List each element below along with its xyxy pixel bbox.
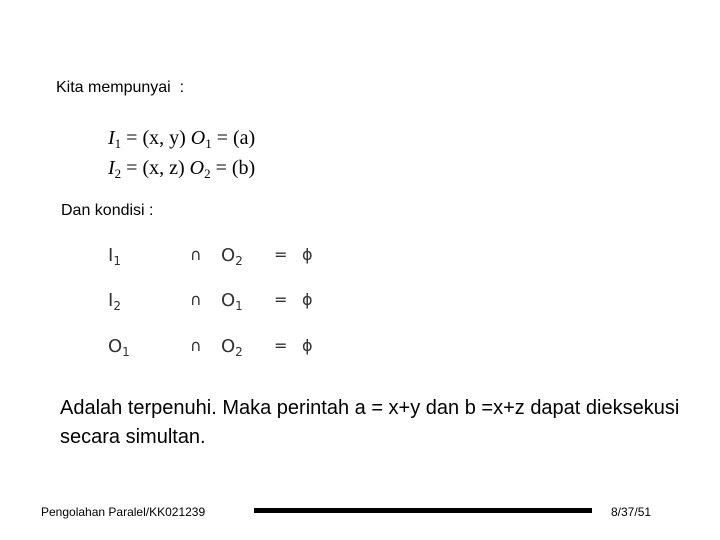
condition-row-1	[108, 245, 328, 267]
empty-set-symbol: ϕ	[302, 336, 313, 355]
equals-symbol: =	[274, 336, 288, 355]
output-var: O	[190, 127, 206, 149]
empty-set-symbol: ϕ	[302, 245, 313, 264]
intersection-symbol: ∩	[190, 336, 202, 355]
condition-left-set: $I_1$	[108, 245, 121, 268]
input-value: = (x, y)	[121, 127, 191, 149]
equation-line-1	[108, 127, 255, 150]
equals-symbol: =	[274, 290, 288, 309]
input-var: I	[108, 127, 115, 149]
output-var: O	[189, 157, 205, 179]
intersection-symbol: ∩	[190, 245, 202, 264]
empty-set-symbol: ϕ	[302, 290, 313, 309]
footer-course-label: Pengolahan Paralel/KK021239	[41, 505, 206, 519]
conditions-label: Dan kondisi :	[61, 202, 154, 219]
condition-row-3	[108, 336, 328, 358]
footer-divider-bar	[254, 508, 592, 513]
condition-right-set: $O_2$	[221, 245, 243, 268]
condition-left-set: $O_1$	[108, 336, 130, 359]
input-sub: 2	[114, 166, 122, 181]
input-var: I	[108, 157, 115, 179]
equation-line-2	[108, 157, 255, 180]
intro-text: Kita mempunyai :	[56, 79, 185, 96]
condition-left-set: $I_2$	[108, 290, 121, 313]
footer-page-number: 8/37/51	[611, 505, 652, 519]
input-sub: 1	[114, 136, 122, 151]
condition-right-set: $O_2$	[221, 336, 243, 359]
equals-symbol: =	[274, 245, 288, 264]
condition-right-set: $O_1$	[221, 290, 243, 313]
intersection-symbol: ∩	[190, 290, 202, 309]
output-value: = (a)	[211, 127, 256, 149]
output-value: = (b)	[210, 157, 256, 179]
output-sub: 2	[204, 166, 211, 181]
output-sub: 1	[205, 136, 212, 151]
input-value: = (x, z)	[121, 157, 190, 179]
condition-row-2	[108, 290, 328, 312]
summary-text: Adalah terpenuhi. Maka perintah a = x+y dan b =x+z dapat dieksekusi secara simultan.	[60, 397, 680, 448]
